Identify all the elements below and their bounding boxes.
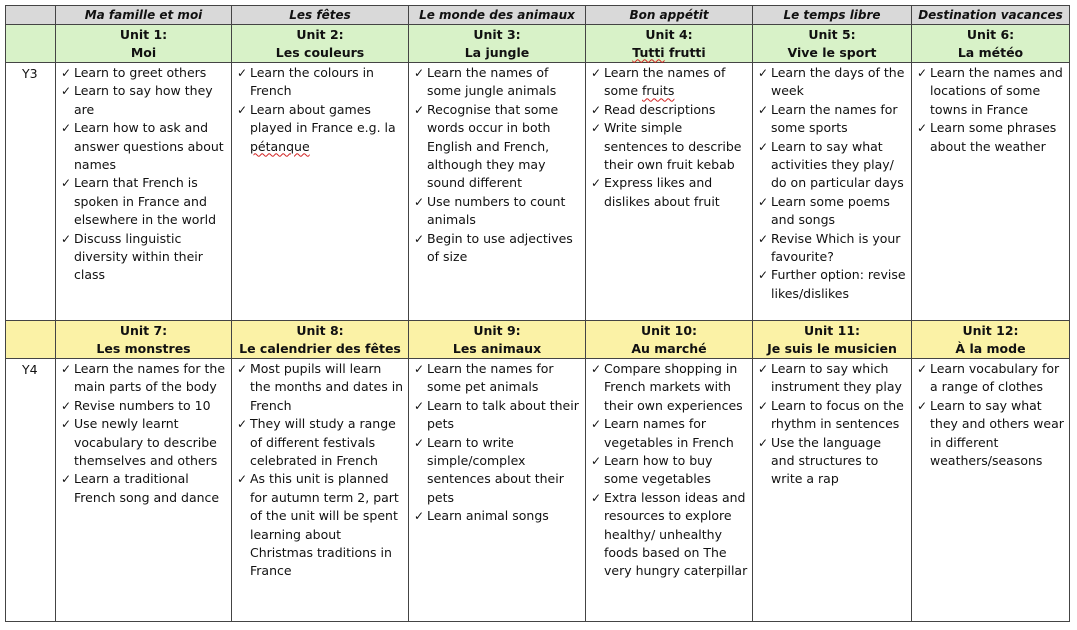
unit-header-cell (232, 25, 409, 63)
check-icon: ✓ (591, 454, 602, 469)
spellcheck-mark: fruits (642, 83, 675, 99)
unit-header-cell (232, 321, 409, 359)
objective-text: Learn names for vegetables in French (604, 416, 734, 450)
objective-item (591, 174, 748, 211)
unit-header-cell (56, 321, 232, 359)
objective-text: Learn to talk about their pets (427, 397, 579, 432)
objective-item (758, 397, 907, 434)
check-icon: ✓ (758, 194, 769, 209)
check-icon: ✓ (591, 121, 602, 136)
objective-item (917, 397, 1065, 471)
unit-row-spacer (6, 321, 56, 359)
unit-name: La météo (957, 44, 1024, 60)
objectives-list (409, 359, 585, 526)
objective-item (591, 360, 748, 415)
check-icon: ✓ (61, 417, 72, 432)
objective-text: Use numbers to count animals (427, 193, 566, 228)
objective-item (61, 174, 227, 229)
objective-item (591, 64, 748, 101)
objective-item (591, 119, 748, 174)
unit-row-spacer (6, 25, 56, 63)
check-icon: ✓ (758, 268, 769, 283)
objectives-list (56, 63, 231, 285)
check-icon: ✓ (237, 362, 248, 376)
objective-text: As this unit is planned for autumn term 2, part of the unit will be spent learning about Christmas traditions in France (250, 471, 399, 579)
check-icon: ✓ (61, 176, 72, 191)
objective-text: Learn the names of some jungle animals (427, 65, 557, 99)
objectives-cell (409, 63, 586, 321)
objective-item (414, 64, 581, 101)
unit-name: Les couleurs (275, 44, 365, 60)
objective-text: Learn how to buy some vegetables (604, 453, 713, 487)
topic-header: Bon appétit (586, 6, 753, 25)
y3-unit-row (6, 25, 1070, 63)
objectives-cell (232, 359, 409, 622)
check-icon: ✓ (414, 398, 425, 413)
objectives-list (753, 63, 911, 303)
objective-item (591, 415, 748, 452)
objective-text: They will study a range of different festivals celebrated in French (250, 416, 396, 469)
unit-number: Unit 7: (119, 322, 168, 338)
objective-text: Read descriptions (604, 101, 716, 117)
unit-header-cell (409, 25, 586, 63)
objective-text: Learn to say what they and others wear in different weathers/seasons (930, 397, 1064, 469)
objective-text: Learn some poems and songs (771, 193, 890, 228)
objective-text: Revise numbers to 10 (74, 397, 211, 413)
check-icon: ✓ (61, 121, 72, 136)
objectives-cell (586, 63, 753, 321)
objectives-cell (409, 359, 586, 622)
objective-item (414, 101, 581, 193)
unit-number: Unit 12: (962, 322, 1019, 338)
topic-header: Les fêtes (232, 6, 409, 25)
objective-item (591, 489, 748, 581)
objective-text: Learn to say which instrument they play (771, 361, 902, 395)
objective-item (917, 119, 1065, 156)
check-icon: ✓ (414, 102, 425, 117)
unit-number: Unit 11: (803, 322, 861, 338)
objective-text: Learn to say what activities they play/ do on particular days (771, 138, 904, 191)
unit-header-cell (56, 25, 232, 63)
unit-name: À la mode (955, 340, 1026, 356)
objective-item (414, 193, 581, 230)
check-icon: ✓ (758, 139, 769, 154)
check-icon: ✓ (237, 102, 248, 117)
objective-item (61, 470, 227, 507)
check-icon: ✓ (917, 121, 928, 136)
check-icon: ✓ (61, 472, 72, 487)
check-icon: ✓ (758, 66, 769, 80)
check-icon: ✓ (414, 509, 425, 524)
unit-name: Le calendrier des fêtes (239, 340, 401, 356)
objective-item (61, 119, 227, 174)
objective-item (237, 415, 404, 470)
objective-text: Learn to say how they are (74, 83, 213, 117)
objective-item (237, 360, 404, 415)
objective-text: Express likes and dislikes about fruit (604, 175, 720, 209)
check-icon: ✓ (414, 66, 425, 80)
check-icon: ✓ (591, 66, 602, 80)
scheme-of-work-table (5, 5, 1070, 622)
objectives-cell (753, 359, 912, 622)
unit-name: Les monstres (96, 340, 191, 356)
objective-item (758, 230, 907, 267)
objective-text: Learn to focus on the rhythm in sentences (771, 397, 904, 432)
objectives-cell (56, 63, 232, 321)
objective-text: Learn the names for the main parts of the body (74, 361, 226, 395)
objective-item (591, 452, 748, 489)
unit-number: Unit 2: (296, 26, 344, 42)
objective-item (414, 230, 581, 267)
unit-name: Je suis le musicien (767, 340, 897, 356)
objective-item (61, 230, 227, 285)
check-icon: ✓ (61, 398, 72, 413)
y4-unit-row (6, 321, 1070, 359)
objective-text: Learn the names of some fruits (604, 65, 726, 99)
unit-header-cell (912, 321, 1070, 359)
topic-header: Le temps libre (753, 6, 912, 25)
objective-text: Use newly learnt vocabulary to describe themselves and others (74, 416, 218, 469)
objective-item (61, 397, 227, 415)
objective-text: Learn some phrases about the weather (930, 120, 1057, 154)
check-icon: ✓ (758, 435, 769, 450)
unit-name: Vive le sport (787, 44, 877, 60)
unit-name: La jungle (464, 44, 530, 60)
objectives-cell (912, 63, 1070, 321)
objectives-list (753, 359, 911, 489)
check-icon: ✓ (414, 194, 425, 209)
objective-text: Learn the names and locations of some towns in France (930, 65, 1063, 117)
topic-header: Ma famille et moi (56, 6, 232, 25)
objective-item (758, 266, 907, 303)
objectives-list (409, 63, 585, 266)
objectives-list (56, 359, 231, 507)
objective-text: Learn to greet others (74, 65, 207, 80)
objective-text: Use the language and structures to write a rap (771, 434, 882, 487)
objective-text: Learn vocabulary for a range of clothes (930, 361, 1060, 395)
year-label: Y4 (6, 359, 56, 622)
objective-item (61, 64, 227, 82)
spellcheck-mark: Tutti (632, 44, 665, 60)
unit-header-cell (912, 25, 1070, 63)
unit-number: Unit 3: (473, 26, 521, 42)
check-icon: ✓ (758, 102, 769, 117)
objectives-list (912, 63, 1069, 156)
objective-text: Learn about games played in France e.g. la pétanque (250, 101, 396, 154)
check-icon: ✓ (61, 66, 72, 80)
check-icon: ✓ (917, 362, 928, 376)
objective-text: Write simple sentences to describe their own fruit kebab (604, 120, 742, 173)
objective-text: Recognise that some words occur in both English and French, although they may sound different (427, 101, 559, 191)
objective-item (414, 360, 581, 397)
unit-header-cell (753, 321, 912, 359)
unit-number: Unit 5: (808, 26, 856, 42)
objective-item (414, 397, 581, 434)
objective-text: Learn the colours in French (250, 65, 374, 99)
objectives-cell (232, 63, 409, 321)
objective-item (237, 64, 404, 101)
unit-name: Tutti frutti (632, 44, 706, 60)
objective-item (414, 434, 581, 508)
objectives-cell (56, 359, 232, 622)
unit-name: Moi (130, 44, 157, 60)
y4-content-row (6, 359, 1070, 622)
objective-text: Most pupils will learn the months and dates in French (250, 361, 404, 413)
spellcheck-mark: pétanque (250, 138, 310, 154)
objective-item (758, 360, 907, 397)
objective-text: Learn animal songs (427, 508, 549, 524)
check-icon: ✓ (591, 417, 602, 432)
unit-header-cell (409, 321, 586, 359)
objective-item (758, 193, 907, 230)
check-icon: ✓ (758, 231, 769, 246)
check-icon: ✓ (591, 490, 602, 505)
objective-text: Extra lesson ideas and resources to explore healthy/ unhealthy foods based on The very hungry caterpillar (604, 489, 748, 579)
objectives-cell (753, 63, 912, 321)
objective-text: Learn the names for some pet animals (427, 361, 554, 395)
objective-text: Learn that French is spoken in France and elsewhere in the world (74, 175, 217, 228)
objective-text: Discuss linguistic diversity within their class (74, 230, 203, 283)
corner-cell (6, 6, 56, 25)
objective-item (917, 360, 1065, 397)
topic-header: Destination vacances (912, 6, 1070, 25)
check-icon: ✓ (61, 362, 72, 376)
check-icon: ✓ (758, 362, 769, 376)
objective-item (414, 507, 581, 525)
unit-number: Unit 6: (966, 26, 1015, 42)
unit-name: Les animaux (452, 340, 542, 356)
check-icon: ✓ (61, 231, 72, 246)
objective-text: Learn to write simple/complex sentences about their pets (427, 434, 564, 505)
objectives-list (586, 359, 752, 581)
objective-item (61, 360, 227, 397)
check-icon: ✓ (61, 84, 72, 99)
objectives-list (232, 63, 408, 156)
objective-text: Compare shopping in French markets with their own experiences (604, 361, 743, 413)
topic-header: Le monde des animaux (409, 6, 586, 25)
objective-item (591, 101, 748, 119)
check-icon: ✓ (237, 417, 248, 432)
objective-text: Further option: revise likes/dislikes (771, 267, 906, 301)
objective-item (917, 64, 1065, 119)
objectives-cell (586, 359, 753, 622)
unit-number: Unit 4: (645, 26, 693, 42)
objective-text: Learn a traditional French song and dance (74, 471, 220, 505)
check-icon: ✓ (591, 176, 602, 191)
topic-header-row (6, 6, 1070, 25)
objective-item (758, 138, 907, 193)
unit-number: Unit 1: (119, 26, 168, 42)
check-icon: ✓ (414, 231, 425, 246)
unit-header-cell (586, 25, 753, 63)
objective-item (758, 64, 907, 101)
objective-item (237, 470, 404, 580)
check-icon: ✓ (591, 362, 602, 376)
check-icon: ✓ (917, 398, 928, 413)
objectives-list (232, 359, 408, 581)
unit-number: Unit 8: (296, 322, 344, 338)
objective-text: Begin to use adjectives of size (427, 230, 573, 265)
unit-name: Au marché (631, 340, 707, 356)
unit-header-cell (753, 25, 912, 63)
objective-item (237, 101, 404, 156)
unit-header-cell (586, 321, 753, 359)
check-icon: ✓ (414, 435, 425, 450)
check-icon: ✓ (414, 362, 425, 376)
check-icon: ✓ (591, 102, 602, 117)
objective-text: Learn the days of the week (771, 65, 905, 99)
objective-item (61, 415, 227, 470)
y3-content-row (6, 63, 1070, 321)
objective-item (758, 434, 907, 489)
unit-number: Unit 9: (473, 322, 521, 338)
year-label: Y3 (6, 63, 56, 321)
unit-number: Unit 10: (640, 322, 698, 338)
objectives-list (586, 63, 752, 211)
check-icon: ✓ (237, 66, 248, 80)
objectives-list (912, 359, 1069, 470)
objective-item (758, 101, 907, 138)
objective-text: Learn how to ask and answer questions about names (74, 120, 224, 173)
check-icon: ✓ (237, 472, 248, 487)
check-icon: ✓ (758, 398, 769, 413)
objective-item (61, 82, 227, 119)
objectives-cell (912, 359, 1070, 622)
objective-text: Learn the names for some sports (771, 101, 898, 136)
objective-text: Revise Which is your favourite? (771, 230, 901, 265)
check-icon: ✓ (917, 66, 928, 80)
